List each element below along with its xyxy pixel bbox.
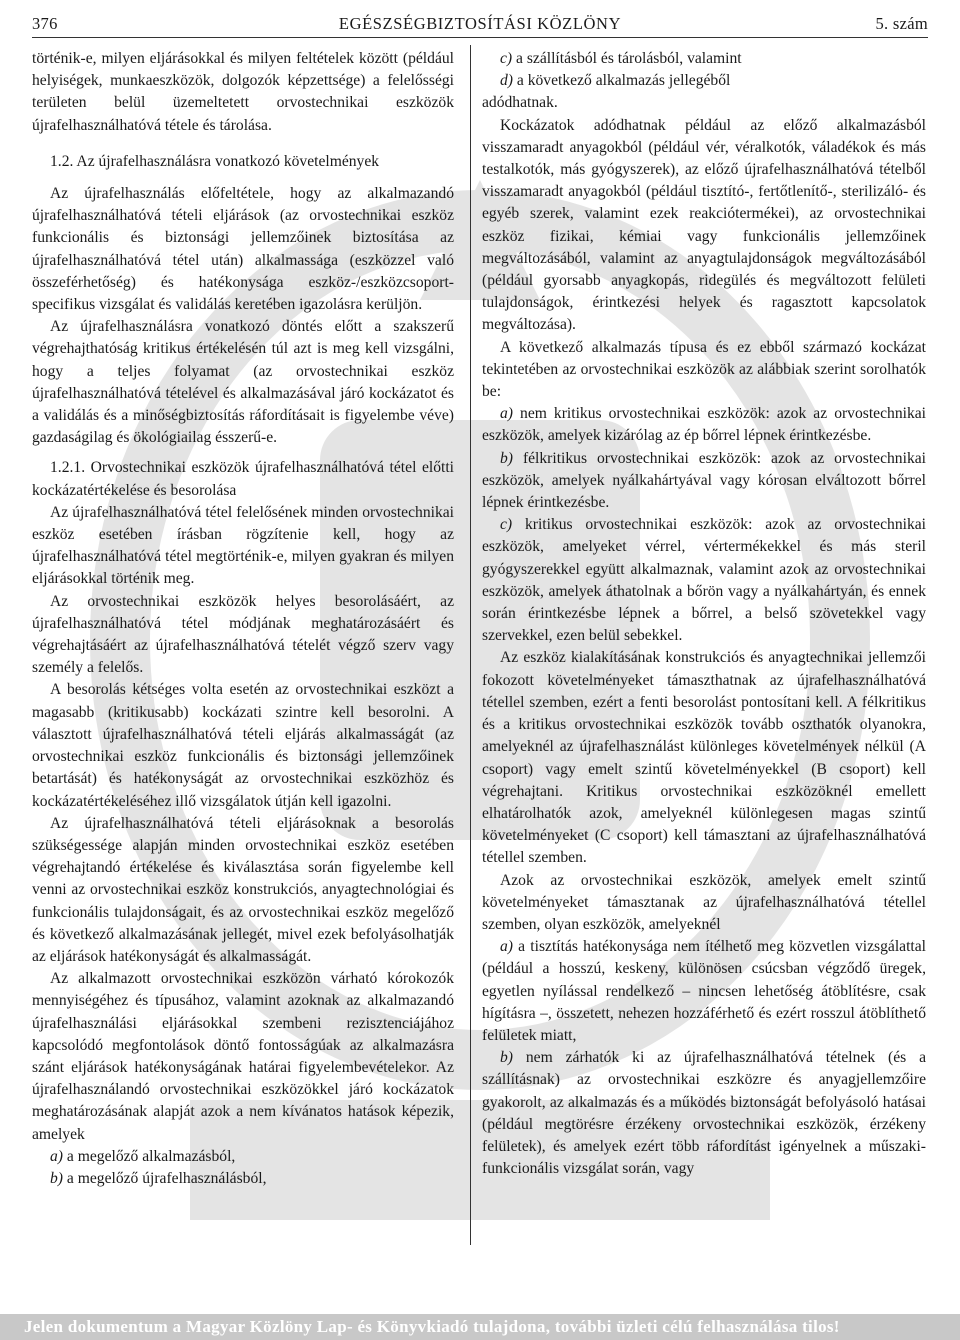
- list-text: nem kritikus orvostechnikai eszközök: azok az orvostechnikai eszközök, amelyek kizárólag az ép bőrrel lépnek érintkezésbe.: [482, 405, 926, 445]
- header-rule: [32, 37, 928, 38]
- paragraph: történik-e, milyen eljárásokkal és milyen feltételek között (például helyiségek, munkaeszközök, dolgozók képzettsége) a felelősségi területen belül üzemeltetett orvostechnikai eszközök újrafelhasználhatóvá tétele és tárolása.: [32, 50, 454, 134]
- paragraph: A következő alkalmazás típusa és ez ebből származó kockázat tekintetében az orvostechnikai eszközök az alábbiak szerint sorolhatók be:: [482, 338, 926, 401]
- list-label: a): [50, 1147, 63, 1165]
- list-text: a következő alkalmazás jellegéből: [513, 72, 731, 90]
- paragraph: Az újrafelhasználásra vonatkozó döntés előtt a szakszerű végrehajthatóság kritikus értékelésén túl azt is meg kell vizsgálni, hogy a teljes folyamat (az orvostechnikai eszköz újrafelhasználhatóvá tételével és alkalmazásával járó kockázatot és a validálás és a minőségbiztosítás ráfordításait is figyelembe véve) gazdaságilag és ökológiailag ésszerű-e.: [32, 318, 454, 447]
- list-item: [482, 448, 926, 515]
- list-label: a): [500, 938, 513, 956]
- paragraph: Kockázatok adódhatnak például az előző alkalmazásból visszamaradt anyagokból (például vér, véralkotók, váladékok és más testalkotók, más gyógyszerek), az előző újrafelhasználhatóvá tételből visszamaradt anyagokból (például tisztító-, fertőtlenítő-, sterilizáló- és egyéb szerek, valamint ezek reakciótermékei), az orvostechnikai eszköz fizikai, kémiai vagy funkcionális jellemzőinek megváltozásából, valamint az anyagtulajdonságok megváltozásából (például gyorsabb anyagkopás, ridegülés és megváltozott felületi tulajdonságok, érintkezési helyek és ragasztott kapcsolatok megváltozása).: [482, 116, 926, 334]
- list-text: a megelőző alkalmazásból,: [63, 1147, 236, 1165]
- list-text: a szállításból és tárolásból, valamint: [512, 50, 742, 67]
- paragraph: Az orvostechnikai eszközök helyes besorolásáért, az újrafelhasználhatóvá tétel módjának meghatározásáért és végrehajtásáért az újrafelhasználhatóvá tételét végző szerv vagy személy a felelős.: [32, 592, 454, 677]
- list-item: [482, 48, 926, 70]
- paragraph: adódhatnak.: [482, 94, 558, 112]
- list-item: [32, 1168, 454, 1190]
- list-text: nem zárhatók ki az újrafelhasználhatóvá tételnek (és a szállításnak) az orvostechnikai eszközre és anyagjellemzőire gyakorolt, az alkalmazás és a működés biztonságát befolyásoló hatásai (például megtörésre érzékeny orvostechnikai eszközök, érzékeny felületek), és amelyek ezért több ráfordítást igényelnek a műszaki-funkcionális vizsgálat során, vagy: [482, 1049, 926, 1178]
- list-item: [482, 1047, 926, 1180]
- left-column: [32, 48, 454, 1190]
- paragraph: Az újrafelhasználás előfeltétele, hogy az alkalmazandó újrafelhasználhatóvá tételi eljárások (az orvostechnikai eszköz funkcionális és biztonsági jellemzőinek biztosítása az újrafelhasználhatóvá tétel után) alkalmassága (eszközzel való összeférhetőség) és hatékonysága eszköz-/eszközcsoport-specifikus vizsgálat és validálás keretében igazolásra kerüljön.: [32, 185, 454, 314]
- paragraph: Azok az orvostechnikai eszközök, amelyek emelt szintű követelményeket támasztanak az újrafelhasználhatóvá tétellel szemben, olyan eszközök, amelyeknél: [482, 871, 926, 933]
- list-label: d): [500, 72, 513, 90]
- list-text: a megelőző újrafelhasználásból,: [63, 1169, 267, 1187]
- list-label: c): [500, 516, 513, 534]
- list-label: b): [500, 1049, 513, 1067]
- list-text: a tisztítás hatékonysága nem ítélhető meg közvetlen vizsgálattal (például a hosszú, keskeny, különösen csúcsban végződő üregek, egyetlen nyílással rendelkező – nincsen lehetőség átöblítésre, csak hígításra –, összetett, nehezen hozzáférhető és ezért rosszul átöblíthető felületek miatt,: [482, 938, 926, 1044]
- column-separator: [470, 45, 471, 1245]
- list-label: b): [500, 449, 513, 467]
- journal-title: EGÉSZSÉGBIZTOSÍTÁSI KÖZLÖNY: [338, 14, 622, 33]
- paragraph: Az újrafelhasználhatóvá tétel felelősének minden orvostechnikai eszköz esetében írásban rögzítenie kell, hogy az újrafelhasználhatóvá tétel megtörténik-e, milyen gyakran és milyen eljárásokkal történik meg.: [32, 503, 454, 588]
- right-column: [482, 48, 926, 1180]
- paragraph: Az alkalmazott orvostechnikai eszközön várható kórokozók mennyiségéhez és típusához, valamint azoknak az alkalmazandó újrafelhasználási eljárásokkal szembeni rezisztenciájához kapcsolódó megfontolások döntő fontosságúak az alkalmazásra szánt eljárások hatékonyságának határai figyelembevételekor. Az újrafelhasználandó orvostechnikai eszközökkel járó kockázatok meghatározásának alapját azok a nem kívánatos hatások képezik, amelyek: [32, 970, 454, 1143]
- list-label: c): [500, 50, 513, 67]
- list-item: [482, 403, 926, 447]
- list-label: a): [500, 405, 513, 423]
- section-heading: 1.2. Az újrafelhasználásra vonatkozó követelmények: [50, 152, 380, 170]
- paragraph: A besorolás kétséges volta esetén az orvostechnikai eszközt a magasabb (kritikusabb) kockázati szintre kell besorolni. A választott újrafelhasználhatóvá tételi eljárás alkalmasságát (az orvostechnikai eszköz funkcionális és biztonsági jellemzőinek betartását) és hatékonyságát az orvostechnikai eszközhöz és kockázatértékeléséhez illő vizsgálatok útján kell igazolni.: [32, 681, 454, 810]
- issue-number: 5. szám: [875, 14, 928, 33]
- list-item: [32, 1146, 454, 1168]
- list-label: b): [50, 1169, 63, 1187]
- list-item: [482, 514, 926, 647]
- paragraph: Az eszköz kialakításának konstrukciós és anyagtechnikai jellemzői fokozott követelményeket támaszthatnak az újrafelhasználhatóvá tétellel szemben, ezért a fenti besorolást pontosítani kell. A félkritikus és a kritikus orvostechnikai eszközök tovább oszthatók olyanokra, amelyeknél az újrafelhasználást különleges követelmények nélkül (A csoport) vagy emelt szintű követelményekkel (B csoport) kell végrehajtani. Kritikus orvostechnikai eszközöknél emellett elhatárolhatók azok, amelyeknél különlegesen magas szintű követelményeket (C csoport) kell támasztani az újrafelhasználhatóvá tétellel szemben.: [482, 649, 926, 867]
- page-number: 376: [32, 14, 58, 33]
- page-header: [32, 10, 928, 36]
- list-item: [482, 70, 926, 92]
- subsection-heading: 1.2.1. Orvostechnikai eszközök újrafelhasználhatóvá tétel előtti kockázatértékelése és besorolása: [32, 459, 454, 499]
- list-text: kritikus orvostechnikai eszközök: azok az orvostechnikai eszközök, amelyeket vérrel, vértermékekkel és más steril gyógyszerekkel együtt alkalmaznak, valamint azok az orvostechnikai eszközök, amelyek áthatolnak a bőrön vagy a nyálkahártyán, és ennek során érintkezésbe lépnek a bőrrel, a belső szövetekkel vagy szervekkel, ezen belül sebekkel.: [482, 516, 926, 645]
- list-text: félkritikus orvostechnikai eszközök: azok az orvostechnikai eszközök, amelyek nyálkahártyával vagy kórosan elváltozott bőrrel lépnek érintkezésbe.: [482, 449, 926, 512]
- footer-banner: [0, 1314, 960, 1340]
- paragraph: Az újrafelhasználhatóvá tételi eljárásoknak a besorolás szükségessége alapján minden orvostechnikai eszköz esetében végrehajtandó értékelése és kiválasztása során figyelembe kell venni az orvostechnikai eszköz konstrukciós, anyagtechnológiai és funkcionális tulajdonságait, és az orvostechnikai eszköz megelőző és következő alkalmazásának jellegét, mivel ezek befolyásolhatják az eljárások hatékonyságát és alkalmasságát.: [32, 814, 454, 965]
- footer-notice: Jelen dokumentum a Magyar Közlöny Lap- és Könyvkiadó tulajdona, további üzleti célú felhasználása tilos!: [24, 1317, 840, 1336]
- list-item: [482, 936, 926, 1047]
